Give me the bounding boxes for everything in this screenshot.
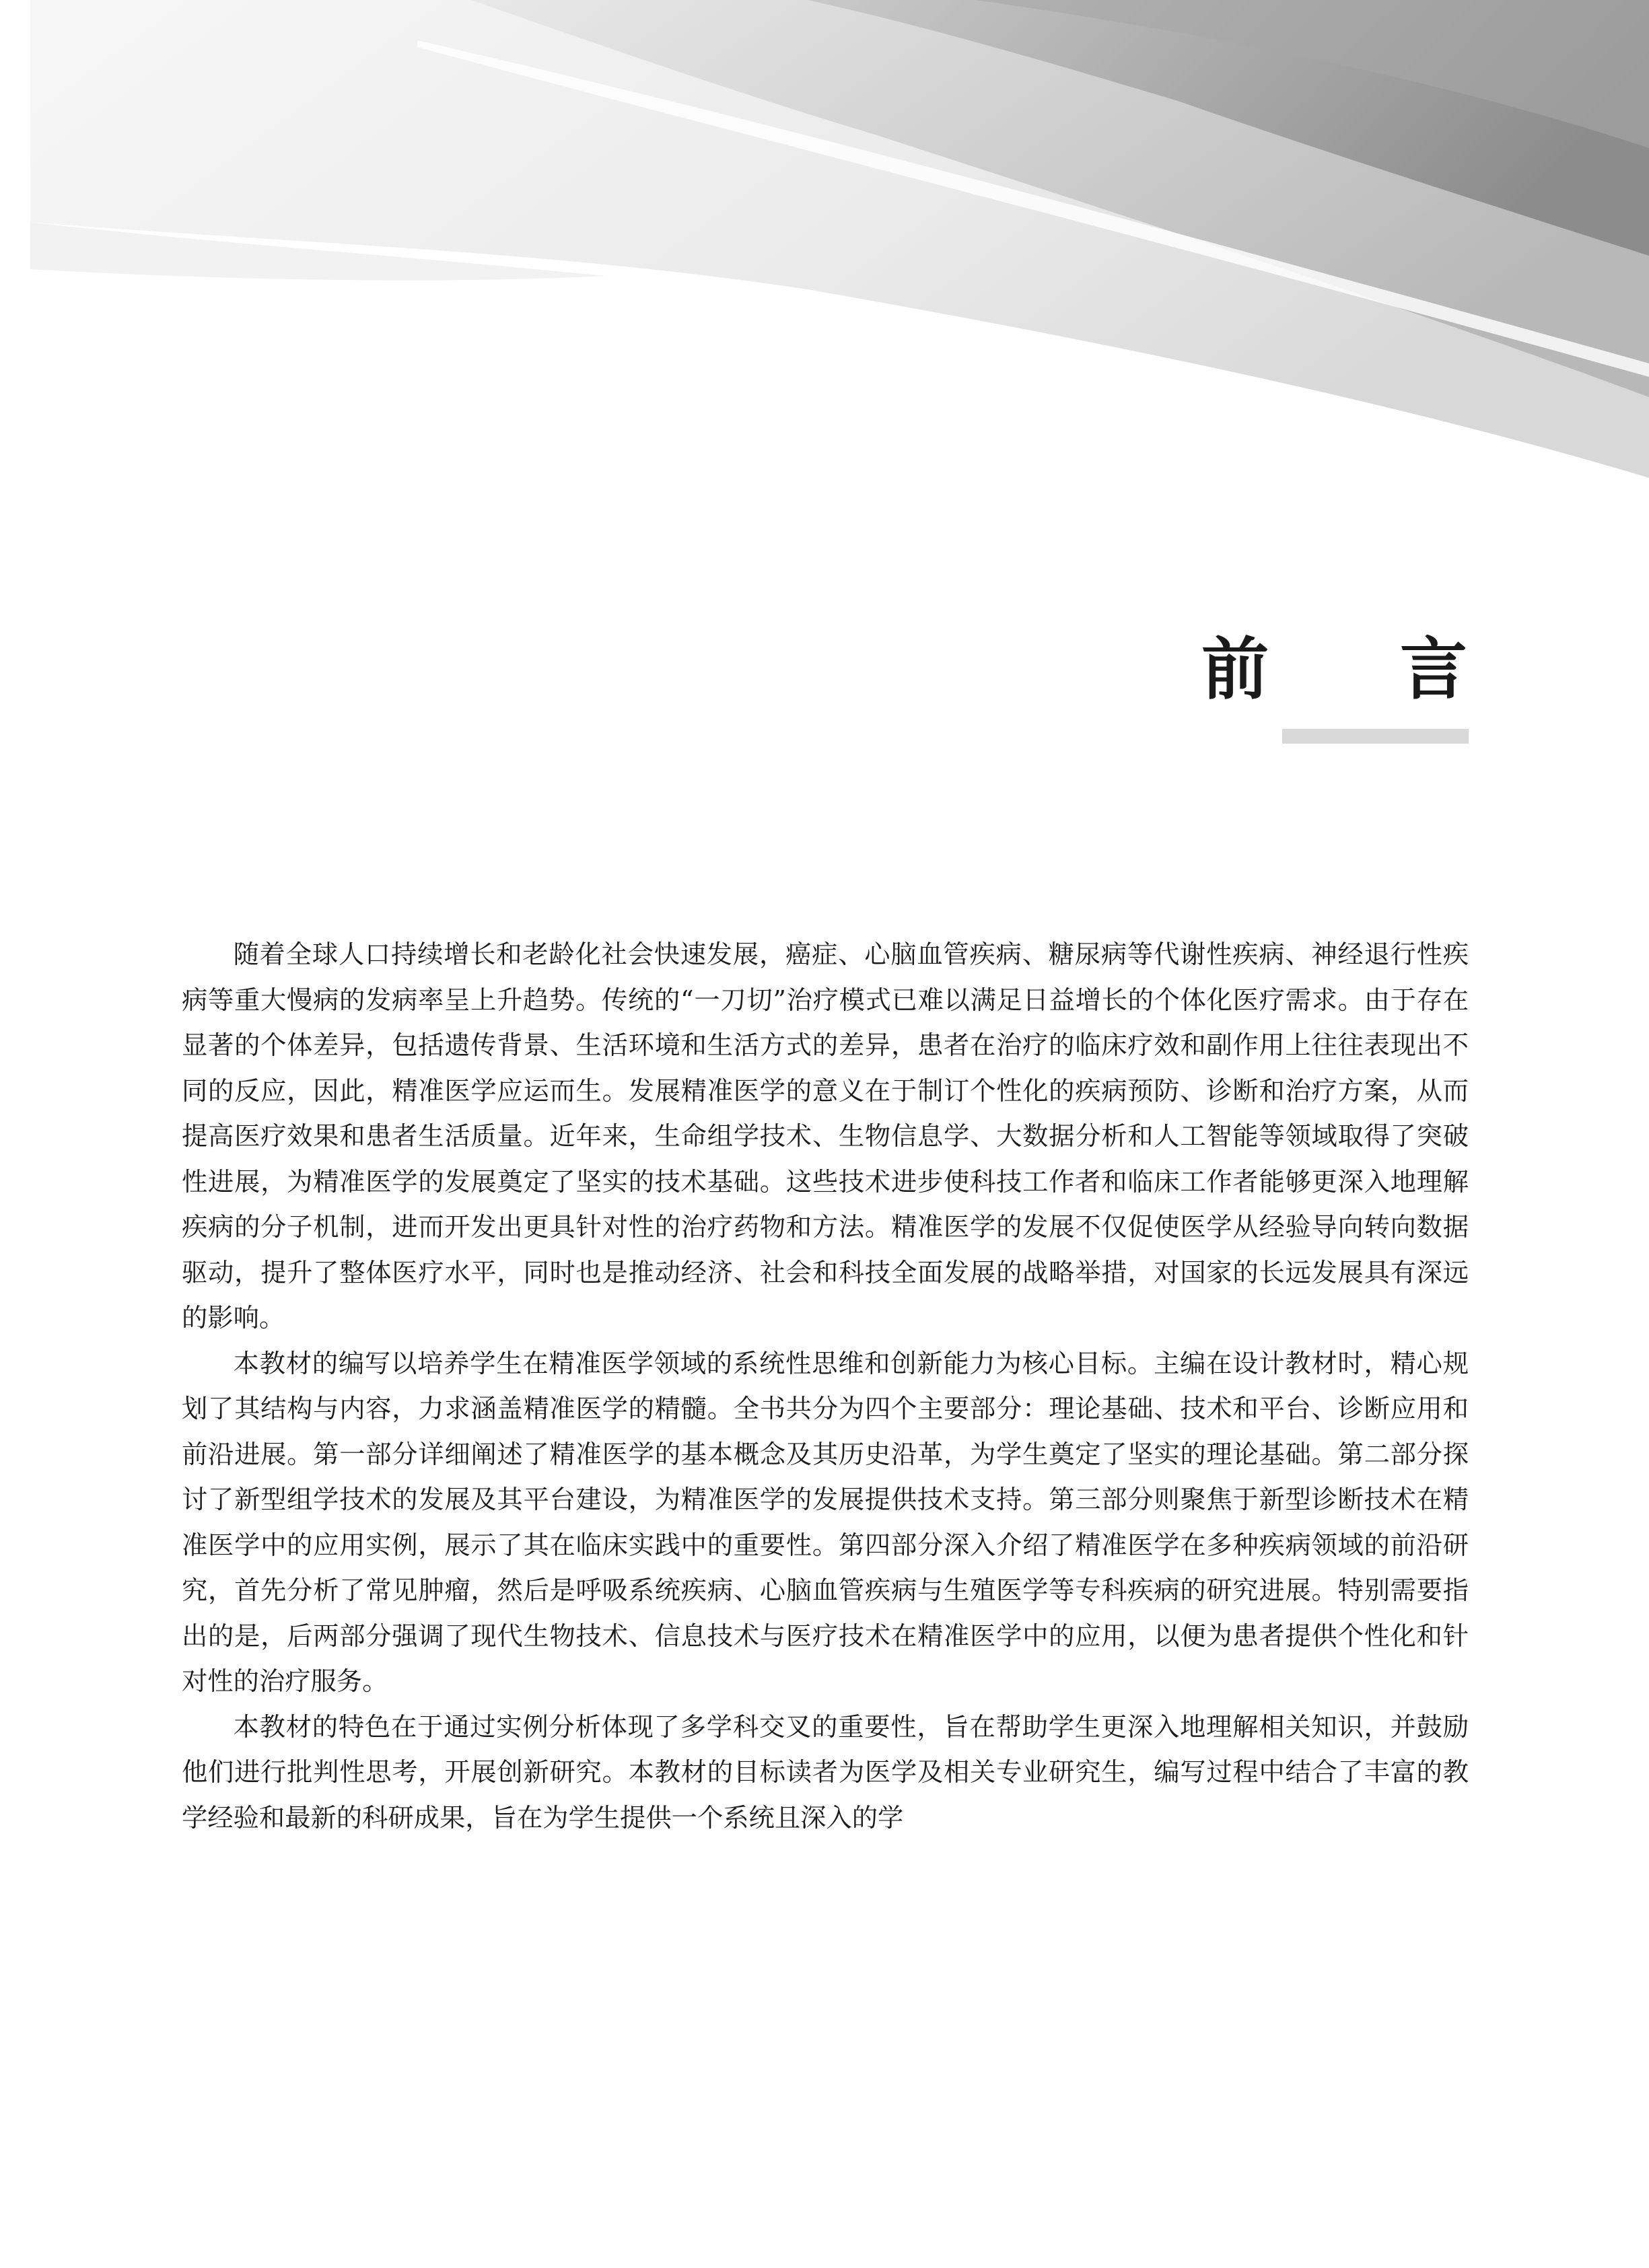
page-title: 前 言 (1201, 630, 1521, 709)
paragraph: 随着全球人口持续增长和老龄化社会快速发展，癌症、心脑血管疾病、糖尿病等代谢性疾病、神经退行性疾病等重大慢病的发病率呈上升趋势。传统的“一刀切”治疗模式已难以满足日益增长的个体化医疗需求。由于存在显著的个体差异，包括遗传背景、生活环境和生活方式的差异，患者在治疗的临床疗效和副作用上往往表现出不同的反应，因此，精准医学应运而生。发展精准医学的意义在于制订个性化的疾病预防、诊断和治疗方案，从而提高医疗效果和患者生活质量。近年来，生命组学技术、生物信息学、大数据分析和人工智能等领域取得了突破性进展，为精准医学的发展奠定了坚实的技术基础。这些技术进步使科技工作者和临床工作者能够更深入地理解疾病的分子机制，进而开发出更具针对性的治疗药物和方法。精准医学的发展不仅促使医学从经验导向转向数据驱动，提升了整体医疗水平，同时也是推动经济、社会和科技全面发展的战略举措，对国家的长远发展具有深远的影响。 (182, 940, 1469, 1333)
title-underline (1282, 729, 1469, 744)
paragraph: 本教材的特色在于通过实例分析体现了多学科交叉的重要性，旨在帮助学生更深入地理解相关知识，并鼓励他们进行批判性思考，开展创新研究。本教材的目标读者为医学及相关专业研究生，编写过程中结合了丰富的教学经验和最新的科研成果，旨在为学生提供一个系统且深入的学 (182, 1711, 1469, 1833)
body-text (182, 932, 1469, 1841)
paragraph: 本教材的编写以培养学生在精准医学领域的系统性思维和创新能力为核心目标。主编在设计教材时，精心规划了其结构与内容，力求涵盖精准医学的精髓。全书共分为四个主要部分：理论基础、技术和平台、诊断应用和前沿进展。第一部分详细阐述了精准医学的基本概念及其历史沿革，为学生奠定了坚实的理论基础。第二部分探讨了新型组学技术的发展及其平台建设，为精准医学的发展提供技术支持。第三部分则聚焦于新型诊断技术在精准医学中的应用实例，展示了其在临床实践中的重要性。第四部分深入介绍了精准医学在多种疾病领域的前沿研究，首先分析了常见肿瘤，然后是呼吸系统疾病、心脑血管疾病与生殖医学等专科疾病的研究进展。特别需要指出的是，后两部分强调了现代生物技术、信息技术与医疗技术在精准医学中的应用，以便为患者提供个性化和针对性的治疗服务。 (182, 1348, 1469, 1697)
